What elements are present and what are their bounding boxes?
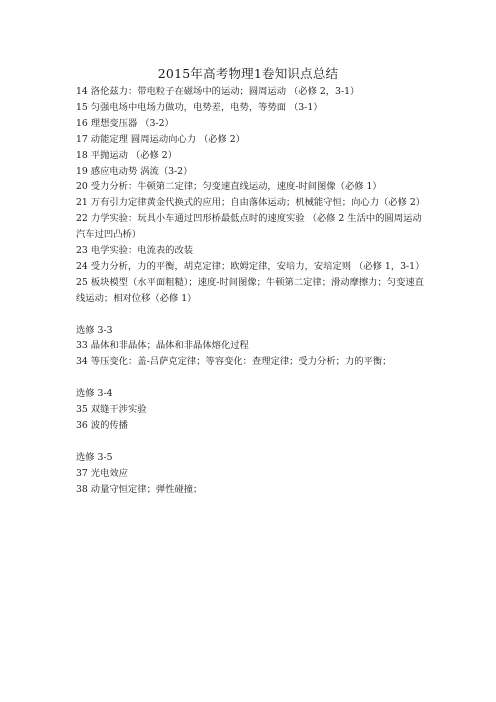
section-spacer [76,307,428,323]
list-item-23: 23 电学实验：电流表的改装 [76,245,194,257]
list-item-24: 24 受力分析，力的平衡，胡克定律；欧姆定律，安培力，安培定则 （必修 1，3-1） [76,260,425,272]
section-spacer [76,434,428,450]
section-heading-3-4: 选修 3-4 [76,388,113,400]
section-heading-3-5: 选修 3-5 [76,451,113,463]
list-item-33: 33 晶体和非晶体；晶体和非晶体熔化过程 [76,340,249,352]
list-item-35: 35 双缝干涉实验 [76,404,147,416]
list-item-15: 15 匀强电场中电场力做功，电势差，电势，等势面 （3-1） [76,101,323,113]
list-item-36: 36 波的传播 [76,420,128,431]
list-item-18: 18 平抛运动 （必修 2） [76,149,177,161]
list-item-14: 14 洛伦兹力：带电粒子在磁场中的运动；圆周运动 （必修 2，3-1） [76,86,360,97]
list-item-25: 25 板块模型（水平面粗糙）；速度-时间图像；牛顿第二定律；滑动摩擦力；匀变速直线运动；相对位移（必修 1） [76,276,424,304]
list-item-16: 16 理想变压器 （3-2） [76,117,174,129]
list-item-37: 37 光电效应 [76,467,128,479]
list-item-22: 22 力学实验：玩具小车通过凹形桥最低点时的速度实验 （必修 2 生活中的圆周运动汽车过凹凸桥） [76,213,422,241]
list-item-21: 21 万有引力定律黄金代换式的应用；自由落体运动；机械能守恒；向心力（必修 2） [76,197,426,209]
document-title: 2015年高考物理1卷知识点总结 [157,66,339,81]
list-item-20: 20 受力分析：牛顿第二定律；匀变速直线运动，速度-时间图像（必修 1） [76,181,382,193]
section-heading-3-3: 选修 3-3 [76,324,113,336]
list-item-38: 38 动量守恒定律；弹性碰撞； [76,483,203,495]
list-item-34: 34 等压变化：盖-吕萨克定律；等容变化：查理定律；受力分析；力的平衡； [76,356,392,368]
section-spacer [76,370,428,386]
document-content [76,84,428,498]
list-item-19: 19 感应电动势 涡流（3-2） [76,165,193,177]
list-item-17: 17 动能定理 圆周运动向心力 （必修 2） [76,133,246,145]
